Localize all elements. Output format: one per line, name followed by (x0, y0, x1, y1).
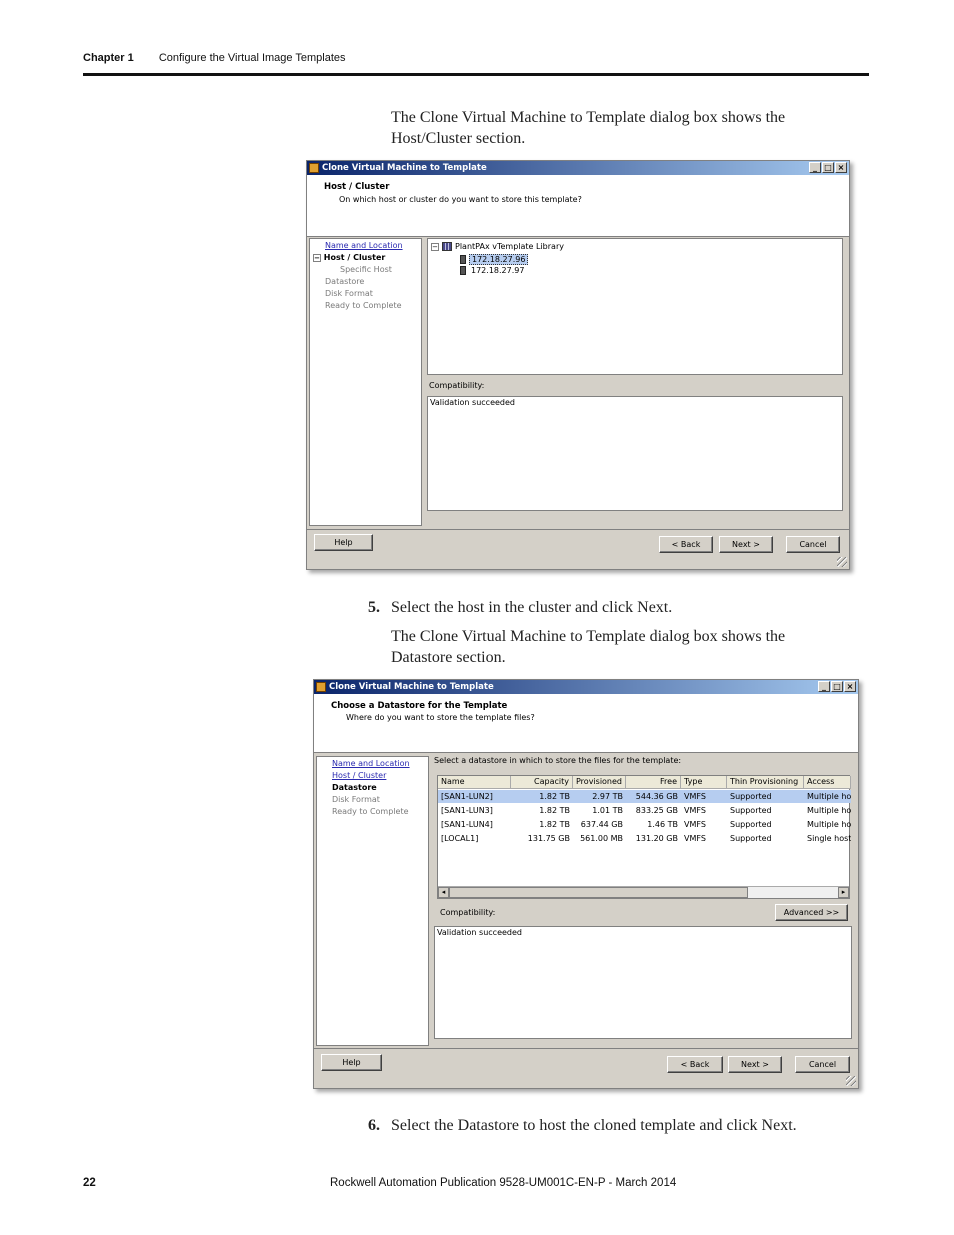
tree-root[interactable]: − PlantPAx vTemplate Library (432, 242, 564, 251)
col-type[interactable]: Type (681, 776, 727, 789)
minimize-button[interactable]: _ (818, 681, 830, 692)
back-button[interactable]: < Back (667, 1056, 723, 1073)
server-icon (460, 255, 466, 264)
collapse-icon[interactable]: − (432, 242, 438, 251)
col-thin-provisioning[interactable]: Thin Provisioning (727, 776, 804, 789)
next-button[interactable]: Next > (719, 536, 773, 553)
vm-template-icon (309, 163, 319, 173)
server-icon (460, 266, 466, 275)
nav-name-and-location[interactable]: Name and Location (332, 759, 410, 768)
scroll-thumb[interactable] (449, 887, 748, 898)
compatibility-text: Validation succeeded (430, 398, 516, 407)
compatibility-text: Validation succeeded (437, 928, 523, 937)
col-access[interactable]: Access (804, 776, 851, 789)
nav-host-cluster[interactable]: Host / Cluster (332, 771, 387, 780)
tree-host-1[interactable]: 172.18.27.96 (460, 254, 528, 265)
nav-specific-host: Specific Host (340, 265, 392, 274)
select-datastore-label: Select a datastore in which to store the files for the template: (434, 756, 682, 765)
scroll-left-icon[interactable]: ◂ (438, 887, 449, 898)
nav-ready-to-complete: Ready to Complete (332, 807, 409, 816)
close-button[interactable]: × (835, 162, 847, 173)
compatibility-pane (434, 926, 852, 1039)
col-free[interactable]: Free (626, 776, 681, 789)
clone-dialog-datastore (313, 679, 859, 1089)
nav-disk-format: Disk Format (325, 289, 373, 298)
dialog-title: Clone Virtual Machine to Template (329, 682, 494, 692)
cancel-button[interactable]: Cancel (795, 1056, 850, 1073)
scroll-right-icon[interactable]: ▸ (838, 887, 849, 898)
running-header (83, 52, 346, 64)
cancel-button[interactable]: Cancel (786, 536, 840, 553)
next-button[interactable]: Next > (728, 1056, 782, 1073)
compatibility-label: Compatibility: (440, 908, 496, 917)
back-button[interactable]: < Back (659, 536, 713, 553)
host-tree-pane[interactable] (427, 238, 843, 375)
button-separator (307, 529, 849, 530)
col-name[interactable]: Name (438, 776, 511, 789)
chapter-title: Configure the Virtual Image Templates (158, 52, 346, 64)
intro-paragraph-1: The Clone Virtual Machine to Template dialog box shows the Host/Cluster section. (391, 109, 786, 147)
nav-host-cluster[interactable]: − Host / Cluster (314, 253, 386, 262)
wizard-nav (316, 756, 429, 1046)
compatibility-pane (427, 396, 843, 511)
col-provisioned[interactable]: Provisioned (573, 776, 626, 789)
dialog-titlebar (314, 680, 858, 694)
tree-host-2[interactable]: 172.18.27.97 (460, 266, 526, 275)
close-button[interactable]: × (844, 681, 856, 692)
dialog-titlebar (307, 161, 849, 175)
wizard-nav (309, 238, 422, 526)
nav-datastore[interactable]: Datastore (332, 783, 377, 792)
maximize-button[interactable]: □ (822, 162, 834, 173)
help-button[interactable]: Help (321, 1054, 382, 1071)
nav-disk-format: Disk Format (332, 795, 380, 804)
collapse-icon: − (314, 254, 320, 262)
nav-ready-to-complete: Ready to Complete (325, 301, 402, 310)
step-5: 5. Select the host in the cluster and click Next. (368, 599, 673, 616)
clone-dialog-host-cluster (306, 160, 850, 570)
help-button[interactable]: Help (314, 534, 373, 551)
publication-info: Rockwell Automation Publication 9528-UM001C-EN-P - March 2014 (330, 1177, 677, 1189)
maximize-button[interactable]: □ (831, 681, 843, 692)
compatibility-label: Compatibility: (429, 381, 485, 390)
horizontal-scrollbar[interactable] (438, 886, 849, 898)
datastore-table[interactable]: Name Capacity Provisioned Free Type Thin Provisioning Access [SAN1-LUN2] 1.82 TB 2.97 TB 544.36 GB VMFS Supported Multiple ho [SAN1-LUN3] 1.82 TB 1.01 TB 833.25 GB VMFS Supported Multiple ho [SAN1-LUN4] 1.82 TB 637.44 GB 1.46 TB VMFS Supported Multiple ho [LOCAL1] 131.75 GB 561.00 MB 131.20 GB VMFS Supported Single host ◂ ▸ (437, 775, 850, 899)
vm-template-icon (316, 682, 326, 692)
section-heading: Choose a Datastore for the Template (331, 701, 508, 711)
resize-grip-icon[interactable] (837, 557, 847, 567)
section-heading: Host / Cluster (324, 182, 390, 192)
resize-grip-icon[interactable] (846, 1076, 856, 1086)
col-capacity[interactable]: Capacity (511, 776, 573, 789)
step-6: 6. Select the Datastore to host the cloned template and click Next. (368, 1117, 797, 1134)
datacenter-icon (442, 242, 452, 251)
page-number: 22 (83, 1177, 96, 1189)
advanced-button[interactable]: Advanced >> (775, 904, 848, 921)
header-rule (83, 73, 869, 76)
button-separator (314, 1048, 858, 1049)
dialog-header (314, 694, 858, 753)
nav-name-and-location[interactable]: Name and Location (325, 241, 403, 250)
section-subheading: On which host or cluster do you want to store this template? (339, 195, 582, 204)
minimize-button[interactable]: _ (809, 162, 821, 173)
intro-paragraph-2: The Clone Virtual Machine to Template dialog box shows the Datastore section. (391, 628, 786, 666)
nav-datastore: Datastore (325, 277, 365, 286)
dialog-header (307, 175, 849, 237)
chapter-label: Chapter 1 (83, 52, 134, 64)
dialog-title: Clone Virtual Machine to Template (322, 163, 487, 173)
section-subheading: Where do you want to store the template files? (346, 713, 535, 722)
